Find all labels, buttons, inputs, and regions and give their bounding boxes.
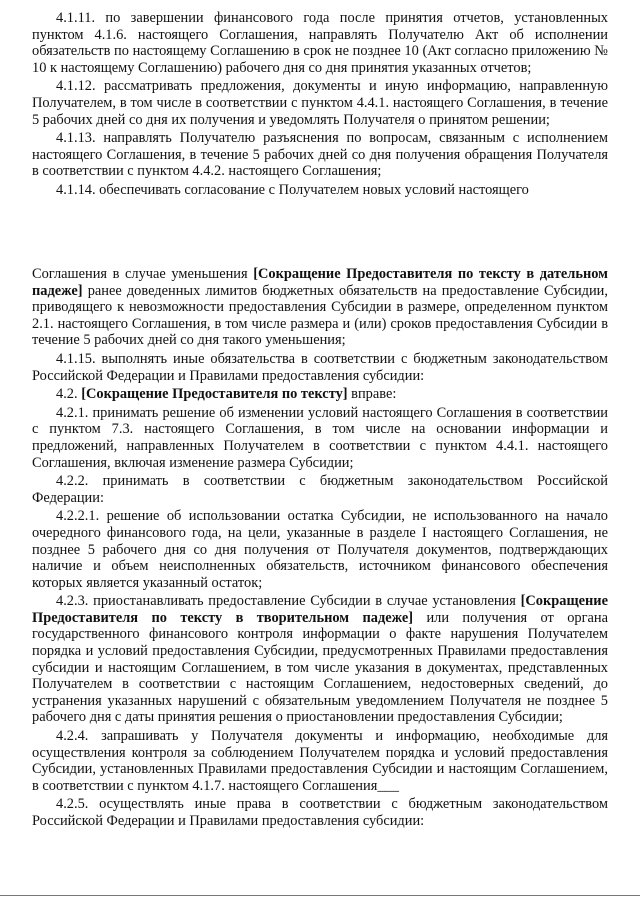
placeholder-provider-dative: [Сокращение Предоставителя по тексту в дательном падеже] bbox=[32, 266, 608, 299]
paragraph-4-1-14-text-pre: Соглашения в случае уменьшения bbox=[32, 266, 254, 282]
paragraph-4-1-14-text-post: ранее доведенных лимитов бюджетных обязательств на предоставление Субсидии, приводящего к невозможности предоставления Субсидии в размере, определенном пунктом 2.1. настоящего Соглашения, в том числе размера и (или) сроков предоставления Субсидии в течение 5 рабочих дней со дня такого уменьшения; bbox=[32, 282, 608, 349]
text-block-bottom bbox=[32, 266, 608, 832]
paragraph-4-2 bbox=[32, 386, 608, 403]
paragraph-4-2-1: 4.2.1. принимать решение об изменении условий настоящего Соглашения в соответствии с пунктом 7.3. настоящего Соглашения, в том числе на основании информации и предложений, направленных Получателем в соответствии с пунктом 4.4.1. настоящего Соглашения, включая изменение размера Субсидии; bbox=[32, 404, 608, 471]
paragraph-4-2-5: 4.2.5. осуществлять иные права в соответствии с бюджетным законодательством Российской Федерации и Правилами предоставления субсидии: bbox=[32, 796, 608, 829]
paragraph-4-2-number: 4.2. bbox=[56, 386, 82, 403]
paragraph-4-1-15: 4.1.15. выполнять иные обязательства в соответствии с бюджетным законодательством Российской Федерации и Правилами предоставления субсидии: bbox=[32, 350, 608, 384]
paragraph-4-2-2: 4.2.2. принимать в соответствии с бюджетным законодательством Российской Федерации: bbox=[32, 473, 608, 506]
paragraph-4-2-4: 4.2.4. запрашивать у Получателя документы и информацию, необходимые для осуществления контроля за соблюдением Получателем порядка и условий предоставления Субсидии, установленных Правилами предоставления Субсидии и настоящим Соглашением, в соответствии с пунктом 4.1.7. настоящего Соглашения___ bbox=[32, 728, 608, 794]
paragraph-4-2-3-text-pre: 4.2.3. приостанавливать предоставление Субсидии в случае установления bbox=[56, 593, 521, 610]
placeholder-provider-instrumental: [Сокращение Предоставителя по тексту в творительном падеже] bbox=[32, 593, 608, 626]
paragraph-4-1-12: 4.1.12. рассматривать предложения, документы и иную информацию, направленную Получателем, в том числе в соответствии с пунктом 4.4.1. настоящего Соглашения, в течение 5 рабочих дней со дня их получения и уведомлять Получателя о принятом решении; bbox=[32, 78, 608, 128]
paragraph-4-1-11: 4.1.11. по завершении финансового года после принятия отчетов, установленных пунктом 4.1.6. настоящего Соглашения, направлять Получателю Акт об исполнении обязательств по настоящему Соглашению в срок не позднее 10 (Акт согласно приложению № 10 к настоящему Соглашению) рабочего дня со дня принятия указанных отчетов; bbox=[32, 10, 608, 76]
paragraph-4-1-14-continued bbox=[32, 266, 608, 349]
text-block-top bbox=[32, 10, 608, 201]
placeholder-provider: [Сокращение Предоставителя по тексту] bbox=[81, 386, 348, 403]
paragraph-4-2-2-1: 4.2.2.1. решение об использовании остатка Субсидии, не использованного на начало очередного финансового года, на цели, указанные в разделе I настоящего Соглашения, не позднее 5 рабочего дня со дня получения от Получателя документов, подтверждающих наличие и объем неисполненных обязательств, источником финансового обеспечения которых является указанный остаток; bbox=[32, 508, 608, 591]
paragraph-4-1-14-start: 4.1.14. обеспечивать согласование с Получателем новых условий настоящего bbox=[56, 181, 529, 198]
paragraph-4-2-text: вправе: bbox=[347, 386, 397, 403]
page-bottom-rule bbox=[0, 895, 640, 896]
paragraph-4-2-3 bbox=[32, 593, 608, 726]
paragraph-4-2-3-text-post: или получения от органа государственного финансового контроля информации о факте нарушения Получателем порядка и условий предоставления Субсидии, предусмотренных Правилами предоставления субсидии и настоящим Соглашением, в том числе указания в документах, представленных Получателем в соответствии с настоящим Соглашением, недостоверных сведений, до устранения указанных нарушений с обязательным уведомлением Получателя не позднее 5 рабочего дня с даты принятия решения о приостановлении предоставления Субсидии; bbox=[32, 609, 608, 726]
paragraph-4-1-13: 4.1.13. направлять Получателю разъяснения по вопросам, связанным с исполнением настоящего Соглашения, в течение 5 рабочих дней со дня получения обращения Получателя в соответствии с пунктом 4.4.2. настоящего Соглашения; bbox=[32, 130, 608, 180]
